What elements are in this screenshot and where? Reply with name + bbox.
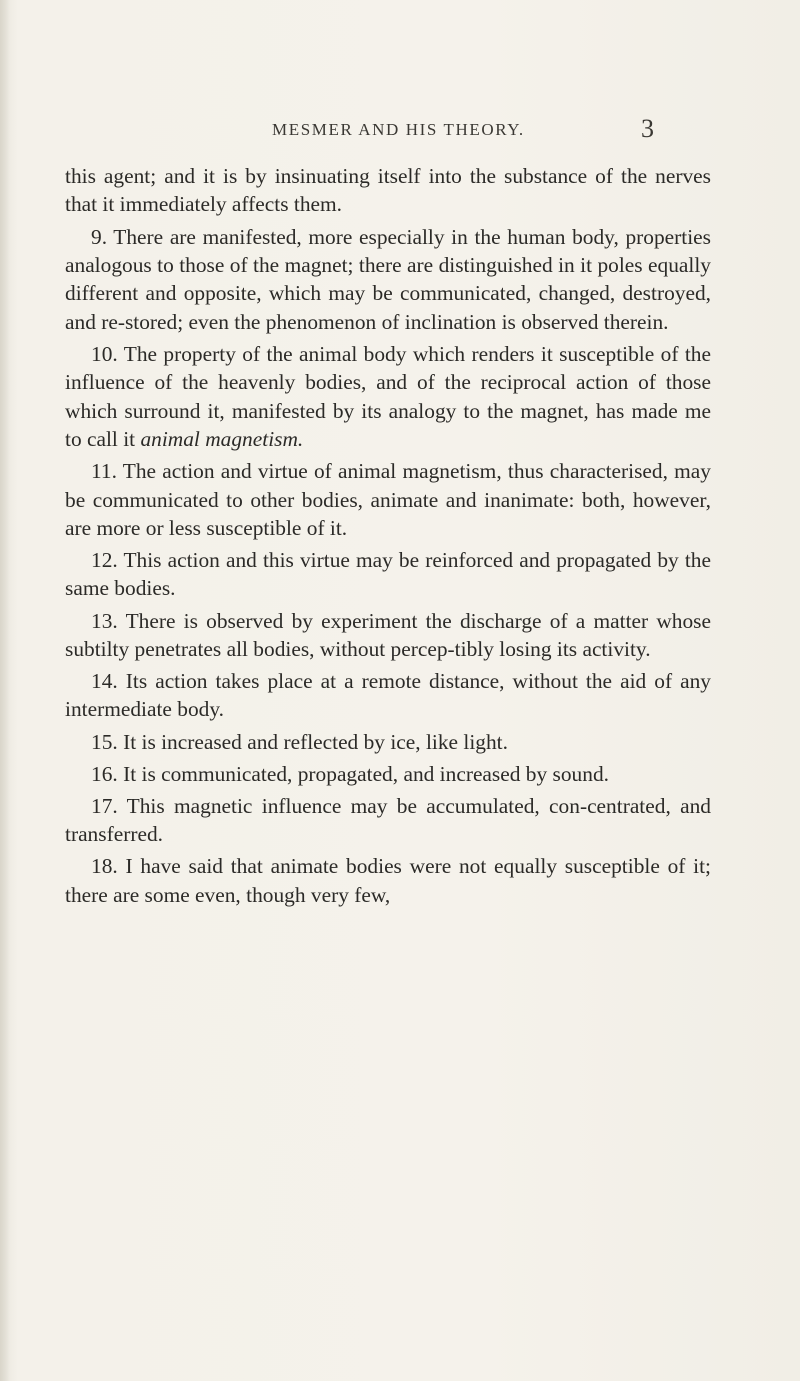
running-head	[0, 114, 800, 142]
page-number: 3	[641, 114, 654, 143]
paragraph: 11. The action and virtue of animal magnetism, thus characterised, may be communicated to other bodies, animate and inanimate: both, however, are more or less susceptible of it.	[65, 459, 711, 540]
paragraph: 16. It is communicated, propagated, and increased by sound.	[91, 761, 609, 786]
paragraph: 12. This action and this virtue may be reinforced and propagated by the same bodies.	[65, 548, 711, 601]
paragraph: 13. There is observed by experiment the discharge of a matter whose subtilty penetrates all bodies, without percep-tibly losing its activity.	[65, 608, 711, 661]
paragraph: 14. Its action takes place at a remote distance, without the aid of any intermediate body.	[65, 669, 711, 722]
paragraph: 15. It is increased and reflected by ice, like light.	[91, 729, 508, 754]
paragraph: 9. There are manifested, more especially in the human body, properties analogous to those of the magnet; there are distinguished in it poles equally different and opposite, which may be communicated, changed, destroyed, and re-stored; even the phenomenon of inclination is observed therein.	[65, 224, 711, 334]
paragraph	[65, 340, 711, 454]
paragraph: 18. I have said that animate bodies were not equally susceptible of it; there are some even, though very few,	[65, 854, 711, 907]
emphasis-text: animal magnetism.	[140, 427, 304, 452]
paragraph-text: 10. The property of the animal body which renders it susceptible of the influence of the heavenly bodies, and of the reciprocal action of those which surround it, manifested by its analogy to the magnet, has made me to call it	[65, 341, 711, 452]
paragraph: 17. This magnetic influence may be accumulated, con-centrated, and transferred.	[65, 793, 711, 847]
gutter-shadow	[0, 0, 10, 1381]
body-text	[65, 162, 711, 913]
paragraph: this agent; and it is by insinuating itself into the substance of the nerves that it immediately affects them.	[65, 164, 711, 217]
running-title: MESMER AND HIS THEORY.	[272, 120, 525, 139]
